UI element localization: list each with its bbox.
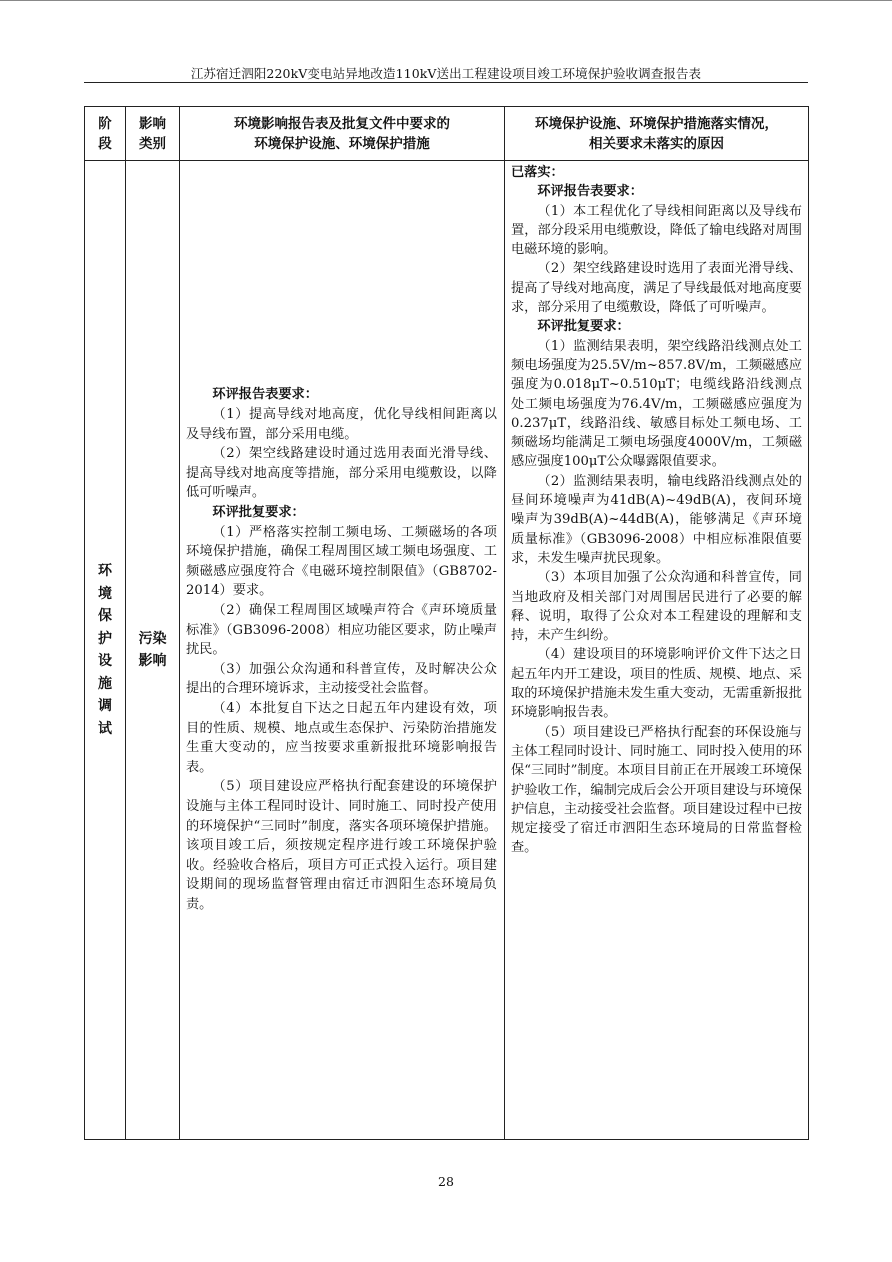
req-approval-heading: 环评批复要求： [212,505,305,521]
impl-approval-item: （2）监测结果表明，输电线路沿线测点处的昼间环境噪声为41dB(A)~49dB(A)，夜间环境噪声为39dB(A)~44dB(A)，能够满足《声环境质量标准》（GB3096-2008）中相应标准限值要求，未发生噪声扰民现象。 [511,473,802,566]
page-number: 28 [438,1174,454,1189]
page-top-border [0,0,892,1]
impl-report-item: （2）架空线路建设时选用了表面光滑导线、提高了导线对地高度，满足了导线最低对地高度要求，部分采用了电缆敷设，降低了可听噪声。 [511,261,802,316]
impl-approval-item: （5）项目建设已严格执行配套的环保设施与主体工程同时设计、同时施工、同时投入使用的环保“三同时”制度。本项目目前正在开展竣工环境保护验收工作，编制完成后会公开项目建设与环境保护信息，主动接受社会监督。项目建设过程中已按规定接受了宿迁市泗阳生态环境局的日常监督检查。 [511,724,802,856]
stage-cell [85,161,126,1140]
requirements-cell [180,161,505,1140]
req-approval-item: （1）严格落实控制工频电场、工频磁场的各项环境保护措施，确保工程周围区域工频电场强度、工频磁感应强度符合《电磁环境控制限值》（GB8702-2014）要求。 [186,524,497,599]
impl-report-heading: 环评报告表要求： [537,184,643,200]
measures-table [84,106,809,1140]
column-header-implementation: 环境保护设施、环境保护措施落实情况， 相关要求未落实的原因 [505,107,809,161]
column-header-impact-type: 影响 类别 [126,107,180,161]
column-header-stage: 阶 段 [85,107,126,161]
stage-label: 环境保护设施调试 [98,563,112,737]
table-header-row [85,107,809,161]
impl-approval-item: （4）建设项目的环境影响评价文件下达之日起五年内开工建设，项目的性质、规模、地点、采取的环境保护措施未发生重大变动，无需重新报批环境影响报告表。 [511,647,802,721]
impl-report-item: （1）本工程优化了导线相间距离以及导线布置，部分段采用电缆敷设，降低了输电线路对周围电磁环境的影响。 [511,203,802,258]
req-approval-item: （4）本批复自下达之日起五年内建设有效，项目的性质、规模、地点或生态保护、污染防治措施发生重大变动的，应当按要求重新报批环境影响报告表。 [186,700,497,775]
impl-approval-item: （1）监测结果表明，架空线路沿线测点处工频电场强度为25.5V/m~857.8V/m，工频磁感应强度为0.018μT~0.510μT；电缆线路沿线测点处工频电场强度为76.4V/m，工频磁感应强度为0.237μT，线路沿线、敏感目标处工频电场、工频磁场均能满足工频电场强度4000V/m，工频磁感应强度100μT公众曝露限值要求。 [511,338,802,470]
report-header-title: 江苏宿迁泗阳220kV变电站异地改造110kV送出工程建设项目竣工环境保护验收调查报告表 [190,66,702,81]
implemented-label: 已落实： [511,165,564,180]
req-report-heading: 环评报告表要求： [212,387,318,403]
impl-approval-item: （3）本项目加强了公众沟通和科普宣传，同当地政府及相关部门对周围居民进行了必要的解释、说明，取得了公众对本工程建设的理解和支持，未产生纠纷。 [511,570,802,644]
column-header-requirements: 环境影响报告表及批复文件中要求的 环境保护设施、环境保护措施 [180,107,505,161]
req-approval-item: （3）加强公众沟通和科普宣传，及时解决公众提出的合理环境诉求，主动接受社会监督。 [186,661,497,697]
impl-approval-heading: 环评批复要求： [537,319,630,335]
req-report-item: （1）提高导线对地高度，优化导线相间距离以及导线布置，部分采用电缆。 [186,407,497,442]
req-approval-item: （2）确保工程周围区域噪声符合《声环境质量标准》（GB3096-2008）相应功能区要求，防止噪声扰民。 [186,603,497,658]
impact-type-cell: 污染 影响 [126,161,180,1140]
implementation-cell [505,161,809,1140]
req-approval-item: （5）项目建设应严格执行配套建设的环境保护设施与主体工程同时设计、同时施工、同时投产使用的环境保护“三同时”制度，落实各项环境保护措施。该项目竣工后，须按规定程序进行竣工环境保护验收。经验收合格后，项目方可正式投入运行。项目建设期间的现场监督管理由宿迁市泗阳生态环境局负责。 [186,779,497,912]
table-row [85,161,809,1140]
header-rule [84,82,808,83]
req-report-item: （2）架空线路建设时通过选用表面光滑导线、提高导线对地高度等措施，部分采用电缆敷设，以降低可听噪声。 [186,446,497,501]
